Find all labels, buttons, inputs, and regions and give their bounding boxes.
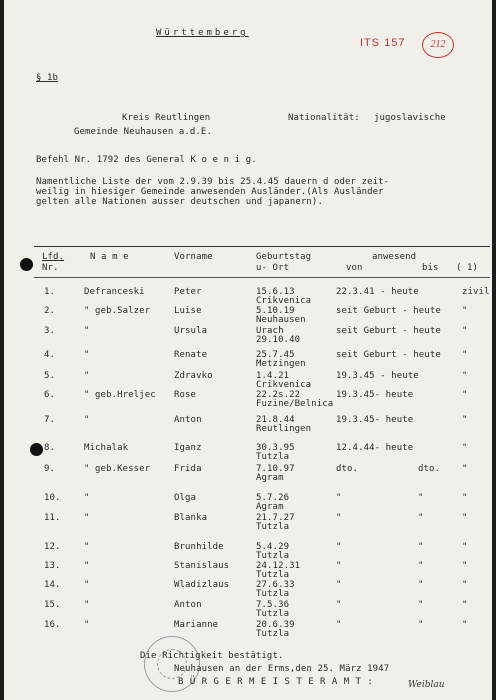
kreis-label: Kreis Reutlingen	[122, 113, 211, 123]
row-geburtstag: Urach	[256, 326, 284, 336]
row-name: "	[84, 350, 90, 360]
office-name: B Ü R G E R M E I S T E R A M T :	[178, 677, 374, 687]
row-vorname: Renate	[174, 350, 208, 360]
row-name: " geb.Hreljec	[84, 390, 156, 400]
row-geburtsort: Tutzla	[256, 452, 290, 462]
row-geburtstag: 7.10.97	[256, 464, 295, 474]
row-geburtstag: 15.6.13	[256, 287, 295, 297]
row-anwesend-von: 19.3.45 - heute	[336, 371, 419, 381]
row-vorname: Brunhilde	[174, 542, 224, 552]
row-geburtsort: Agram	[256, 473, 284, 483]
header-anwesend: anwesend	[372, 252, 417, 262]
row-geburtsort: Crikvenica	[256, 380, 312, 390]
row-geburtstag: 5.4.29	[256, 542, 290, 552]
row-geburtsort: 29.10.40	[256, 335, 301, 345]
header-bis: bis	[422, 263, 439, 273]
row-number: 16.	[44, 620, 61, 630]
row-extra: "	[462, 326, 468, 336]
row-name: Defranceski	[84, 287, 145, 297]
signature: Weiblau	[408, 680, 445, 690]
row-geburtsort: Tutzla	[256, 609, 290, 619]
row-number: 10.	[44, 493, 61, 503]
row-vorname: Frida	[174, 464, 202, 474]
row-number: 15.	[44, 600, 61, 610]
row-anwesend-von: "	[336, 493, 342, 503]
row-name: " geb.Kesser	[84, 464, 151, 474]
row-anwesend-von: 19.3.45- heute	[336, 415, 414, 425]
row-anwesend-bis: "	[418, 620, 424, 630]
row-extra: "	[462, 306, 468, 316]
row-anwesend-von: seit Geburt - heute	[336, 350, 441, 360]
row-number: 6.	[44, 390, 56, 400]
row-vorname: Stanislaus	[174, 561, 230, 571]
row-vorname: Blanka	[174, 513, 208, 523]
page-number-circle: 212	[422, 32, 454, 58]
row-geburtsort: Crikvenica	[256, 296, 312, 306]
row-geburtsort: Reutlingen	[256, 424, 312, 434]
header-ort: u- Ort	[256, 263, 290, 273]
row-geburtsort: Tutzla	[256, 570, 290, 580]
row-name: "	[84, 493, 90, 503]
row-geburtstag: 21.7.27	[256, 513, 295, 523]
row-extra: "	[462, 513, 468, 523]
row-geburtsort: Neuhausen	[256, 315, 306, 325]
row-extra: "	[462, 561, 468, 571]
row-vorname: Olga	[174, 493, 197, 503]
its-stamp: ITS 157	[360, 37, 406, 49]
row-extra: "	[462, 371, 468, 381]
header-col1: ( 1)	[456, 263, 479, 273]
row-number: 5.	[44, 371, 56, 381]
row-anwesend-bis: dto.	[418, 464, 441, 474]
row-name: "	[84, 415, 90, 425]
row-name: "	[84, 513, 90, 523]
row-anwesend-bis: "	[418, 493, 424, 503]
row-name: "	[84, 326, 90, 336]
row-geburtstag: 5.10.19	[256, 306, 295, 316]
row-number: 7.	[44, 415, 56, 425]
table-top-rule	[34, 246, 490, 247]
row-extra: "	[462, 542, 468, 552]
row-number: 13.	[44, 561, 61, 571]
row-name: "	[84, 561, 90, 571]
document-title: Württemberg	[156, 28, 249, 38]
row-extra: "	[462, 443, 468, 453]
row-anwesend-von: "	[336, 580, 342, 590]
intro-line-1: Namentliche Liste der vom 2.9.39 bis 25.4.45 dauern d oder zeit-	[36, 177, 390, 187]
row-geburtstag: 1.4.21	[256, 371, 290, 381]
row-name: "	[84, 580, 90, 590]
row-vorname: Peter	[174, 287, 202, 297]
row-name: " geb.Salzer	[84, 306, 151, 316]
row-geburtstag: 21.8.44	[256, 415, 295, 425]
nationality-label: Nationalität:	[288, 113, 360, 123]
row-name: "	[84, 542, 90, 552]
row-anwesend-von: seit Geburt - heute	[336, 326, 441, 336]
row-anwesend-bis: "	[418, 600, 424, 610]
row-number: 8.	[44, 443, 56, 453]
document-page	[4, 0, 492, 700]
row-geburtsort: Tutzla	[256, 551, 290, 561]
header-nr: Nr.	[42, 263, 59, 273]
header-name: N a m e	[90, 252, 129, 262]
row-extra: "	[462, 390, 468, 400]
row-vorname: Ursula	[174, 326, 208, 336]
row-number: 1.	[44, 287, 56, 297]
row-anwesend-bis: "	[418, 561, 424, 571]
intro-line-2: weilig in hiesiger Gemeinde anwesenden Ausländer.(Als Ausländer	[36, 187, 384, 197]
row-anwesend-von: "	[336, 561, 342, 571]
paragraph-marker: § 1b	[36, 73, 59, 83]
intro-line-3: gelten alle Nationen ausser deutschen und japanern).	[36, 197, 323, 207]
row-vorname: Zdravko	[174, 371, 213, 381]
row-name: "	[84, 600, 90, 610]
row-anwesend-von: 12.4.44- heute	[336, 443, 414, 453]
row-number: 12.	[44, 542, 61, 552]
row-anwesend-bis: "	[418, 513, 424, 523]
row-anwesend-von: dto.	[336, 464, 359, 474]
row-extra: "	[462, 464, 468, 474]
row-geburtstag: 27.6.33	[256, 580, 295, 590]
table-header-rule	[34, 277, 490, 278]
header-lfd: Lfd.	[42, 252, 65, 262]
header-geburtstag: Geburtstag	[256, 252, 312, 262]
row-vorname: Wladizlaus	[174, 580, 230, 590]
header-vorname: Vorname	[174, 252, 213, 262]
confirmation-text: Die Richtigkeit bestätigt.	[140, 651, 284, 661]
befehl-line: Befehl Nr. 1792 des General K o e n i g.	[36, 155, 257, 165]
row-geburtstag: 22.2s.22	[256, 390, 301, 400]
row-anwesend-von: "	[336, 513, 342, 523]
row-anwesend-von: seit Geburt - heute	[336, 306, 441, 316]
row-vorname: Iganz	[174, 443, 202, 453]
row-geburtstag: 5.7.26	[256, 493, 290, 503]
row-anwesend-von: "	[336, 600, 342, 610]
row-name: "	[84, 371, 90, 381]
row-anwesend-von: 22.3.41 - heute	[336, 287, 419, 297]
row-vorname: Anton	[174, 600, 202, 610]
header-von: von	[346, 263, 363, 273]
row-geburtsort: Tutzla	[256, 589, 290, 599]
row-number: 11.	[44, 513, 61, 523]
row-geburtstag: 7.5.36	[256, 600, 290, 610]
row-extra: "	[462, 600, 468, 610]
row-extra: "	[462, 493, 468, 503]
row-geburtsort: Tutzla	[256, 522, 290, 532]
row-geburtstag: 25.7.45	[256, 350, 295, 360]
row-anwesend-bis: "	[418, 542, 424, 552]
row-number: 9.	[44, 464, 56, 474]
row-extra: "	[462, 415, 468, 425]
place-date: Neuhausen an der Erms,den 25. März 1947	[174, 664, 390, 674]
row-anwesend-von: 19.3.45- heute	[336, 390, 414, 400]
row-geburtsort: Metzingen	[256, 359, 306, 369]
row-geburtstag: 30.3.95	[256, 443, 295, 453]
row-vorname: Rose	[174, 390, 197, 400]
gemeinde-label: Gemeinde Neuhausen a.d.E.	[74, 127, 212, 137]
row-anwesend-von: "	[336, 620, 342, 630]
row-geburtsort: Agram	[256, 502, 284, 512]
row-geburtstag: 20.6.39	[256, 620, 295, 630]
row-vorname: Anton	[174, 415, 202, 425]
row-name: "	[84, 620, 90, 630]
row-extra: zivil	[462, 287, 490, 297]
row-number: 2.	[44, 306, 56, 316]
row-extra: "	[462, 350, 468, 360]
row-number: 3.	[44, 326, 56, 336]
row-anwesend-von: "	[336, 542, 342, 552]
row-geburtstag: 24.12.31	[256, 561, 301, 571]
row-geburtsort: Tutzla	[256, 629, 290, 639]
row-number: 4.	[44, 350, 56, 360]
row-extra: "	[462, 620, 468, 630]
row-geburtsort: Fuzine/Belnica	[256, 399, 334, 409]
row-extra: "	[462, 580, 468, 590]
punch-hole-bottom	[30, 443, 43, 456]
row-number: 14.	[44, 580, 61, 590]
row-vorname: Marianne	[174, 620, 219, 630]
punch-hole-top	[20, 258, 33, 271]
row-vorname: Luise	[174, 306, 202, 316]
nationality-value: jugoslavische	[374, 113, 446, 123]
row-name: Michalak	[84, 443, 129, 453]
row-anwesend-bis: "	[418, 580, 424, 590]
